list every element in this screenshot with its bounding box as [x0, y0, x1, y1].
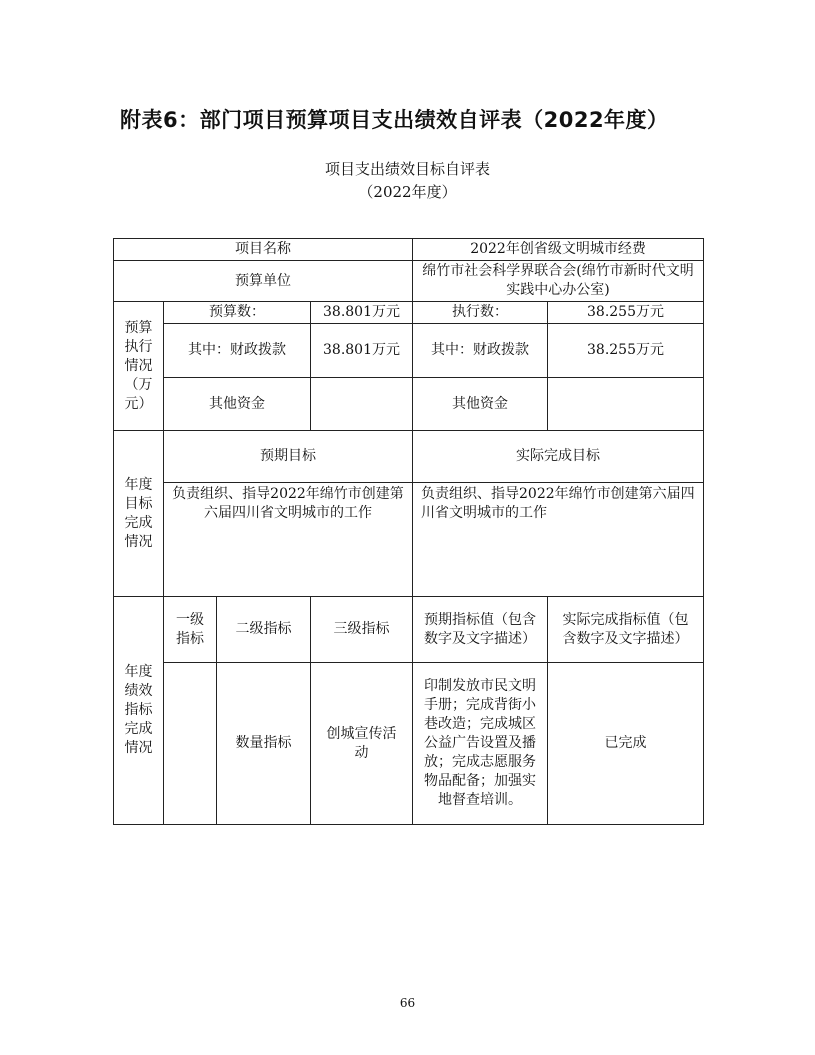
exec-amount-value: 38.255万元 [548, 302, 704, 324]
table-year: （2022年度） [358, 183, 457, 201]
col-actual-value-header: 实际完成指标值（包含数字及文字描述） [548, 597, 704, 663]
actual-goal-header: 实际完成目标 [413, 431, 704, 483]
col-level2-header: 二级指标 [217, 597, 311, 663]
fiscal-label-exec: 其中：财政拨款 [413, 324, 548, 378]
page-number: 66 [399, 996, 416, 1010]
budget-amount-value: 38.801万元 [311, 302, 413, 324]
row1-level2: 数量指标 [217, 663, 311, 825]
expected-goal-text: 负责组织、指导2022年绵竹市创建第六届四川省文明城市的工作 [164, 483, 413, 597]
col-expected-value-header: 预期指标值（包含数字及文字描述） [413, 597, 548, 663]
col-level3-header: 三级指标 [311, 597, 413, 663]
other-funds-label-budget: 其他资金 [164, 378, 311, 431]
fiscal-budget-value: 38.801万元 [311, 324, 413, 378]
budget-section-label: 预算执行情况（万元） [114, 302, 164, 431]
row1-level3: 创城宣传活动 [311, 663, 413, 825]
budget-amount-label: 预算数： [164, 302, 311, 324]
actual-goal-text: 负责组织、指导2022年绵竹市创建第六届四川省文明城市的工作 [413, 483, 704, 597]
table-subtitle: 项目支出绩效目标自评表 [324, 160, 490, 178]
annual-goal-section-label: 年度目标完成情况 [114, 431, 164, 597]
expected-goal-header: 预期目标 [164, 431, 413, 483]
exec-amount-label: 执行数： [413, 302, 548, 324]
other-funds-exec-value [548, 378, 704, 431]
other-funds-label-exec: 其他资金 [413, 378, 548, 431]
fiscal-label-budget: 其中：财政拨款 [164, 324, 311, 378]
budget-unit-label: 预算单位 [114, 261, 413, 302]
row1-expected-value: 印制发放市民文明手册；完成背街小巷改造；完成城区公益广告设置及播放；完成志愿服务物品配备；加强实地督查培训。 [413, 663, 548, 825]
col-level1-header: 一级指标 [164, 597, 217, 663]
fiscal-exec-value: 38.255万元 [548, 324, 704, 378]
project-name-label: 项目名称 [114, 239, 413, 261]
row1-actual-value: 已完成 [548, 663, 704, 825]
page-heading: 附表6：部门项目预算项目支出绩效自评表（2022年度） [120, 108, 669, 132]
row1-level1 [164, 663, 217, 825]
performance-section-label: 年度绩效指标完成情况 [114, 597, 164, 825]
performance-table [113, 238, 704, 825]
budget-unit-value: 绵竹市社会科学界联合会(绵竹市新时代文明实践中心办公室) [413, 261, 704, 302]
project-name-value: 2022年创省级文明城市经费 [413, 239, 704, 261]
other-funds-budget-value [311, 378, 413, 431]
